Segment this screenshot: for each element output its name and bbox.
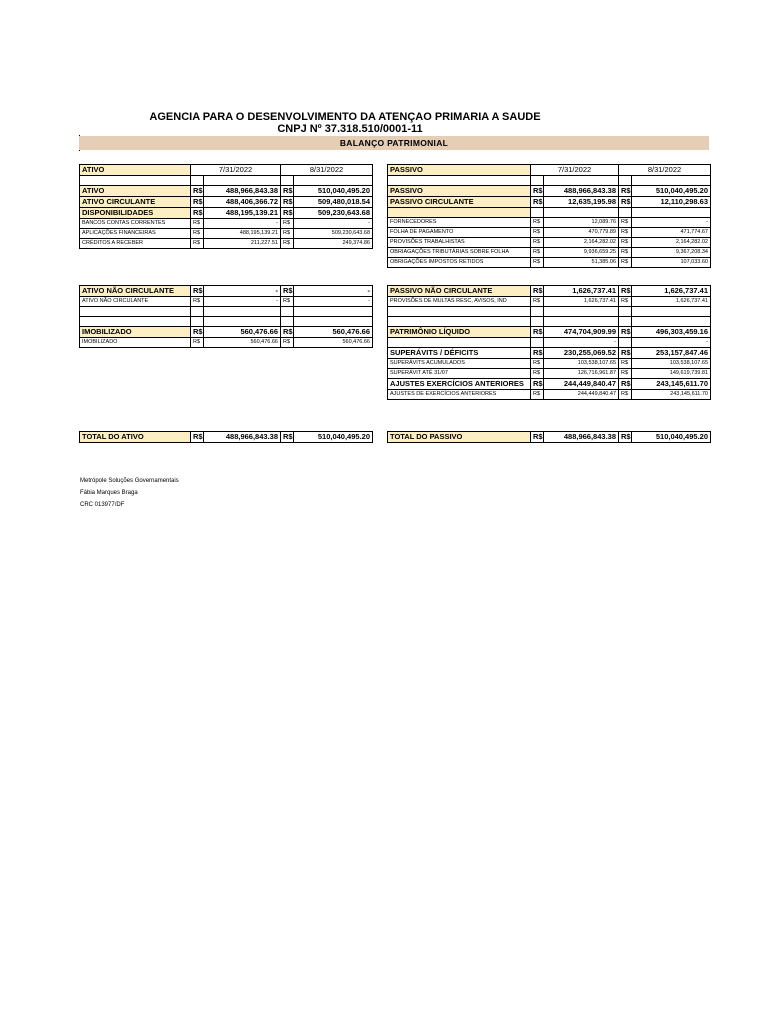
currency: R$ (281, 186, 294, 197)
detail-v2: 149,619,739.81 (632, 369, 711, 379)
table-row (388, 338, 711, 348)
ativo-circulante-v2: 509,480,018.54 (294, 197, 373, 208)
detail-v2: 560,476.66 (294, 338, 373, 348)
currency: R$ (191, 239, 204, 249)
detail-v1: 12,089.76 (544, 218, 619, 228)
currency: R$ (281, 286, 294, 297)
currency: R$ (619, 348, 632, 359)
passivo-nao-circulante-v2: 1,626,737.41 (632, 286, 711, 297)
table-row (388, 317, 711, 327)
currency: R$ (619, 297, 632, 307)
detail-v1: 470,779.89 (544, 228, 619, 238)
detail-v1: 560,476.66 (204, 338, 281, 348)
table-row (388, 218, 711, 228)
ativo-nao-circulante-label: ATIVO NÃO CIRCULANTE (80, 286, 191, 297)
currency: R$ (531, 228, 544, 238)
currency: R$ (281, 239, 294, 249)
passivo-v1: 488,966,843.38 (544, 186, 619, 197)
table-row (80, 317, 373, 327)
currency: R$ (619, 327, 632, 338)
currency: R$ (531, 248, 544, 258)
patrimonio-liquido-row (388, 327, 711, 338)
currency: R$ (619, 369, 632, 379)
detail-v2: 249,374.86 (294, 239, 373, 249)
passivo-circulante-row (388, 197, 711, 208)
currency: R$ (191, 286, 204, 297)
currency: R$ (531, 197, 544, 208)
currency: R$ (619, 186, 632, 197)
detail-label: SUPERÁVIT ATÉ 31/07 (388, 369, 531, 379)
total-ativo-table (79, 431, 373, 443)
footer-crc: CRC 013977/DF (80, 502, 125, 508)
superavits-row (388, 348, 711, 359)
ativo-v1: 488,966,843.38 (204, 186, 281, 197)
total-passivo-v1: 488,966,843.38 (544, 432, 619, 443)
patrimonio-liquido-v1: 474,704,909.99 (544, 327, 619, 338)
detail-v1: - (204, 297, 281, 307)
disponibilidades-v2: 509,230,643.68 (294, 208, 373, 219)
detail-label: SUPERÁVITS ACUMULADOS (388, 359, 531, 369)
superavits-label: SUPERÁVITS / DÉFICITS (388, 348, 531, 359)
table-row (388, 390, 711, 400)
total-ativo-label: TOTAL DO ATIVO (80, 432, 191, 443)
cnpj-title: CNPJ Nº 37.318.510/0001-11 (277, 123, 423, 135)
detail-v2: 243,145,611.70 (632, 390, 711, 400)
currency: R$ (531, 186, 544, 197)
passivo-label: PASSIVO (388, 186, 531, 197)
ativo-circulante-row (80, 197, 373, 208)
passivo-nao-circulante-table (387, 285, 711, 400)
ajustes-v2: 243,145,611.70 (632, 379, 711, 390)
ativo-circulante-label: ATIVO CIRCULANTE (80, 197, 191, 208)
currency: R$ (281, 219, 294, 229)
table-row (80, 297, 373, 307)
ativo-nao-circulante-v2: - (294, 286, 373, 297)
currency: R$ (531, 218, 544, 228)
table-row (388, 248, 711, 258)
currency: R$ (619, 248, 632, 258)
detail-v2: 509,230,643.68 (294, 229, 373, 239)
passivo-header-date1: 7/31/2022 (531, 165, 619, 176)
detail-v2: 471,774.67 (632, 228, 711, 238)
ativo-nao-circulante-row (80, 286, 373, 297)
detail-v2: 9,367,208.34 (632, 248, 711, 258)
currency: R$ (531, 369, 544, 379)
balance-sheet-banner: BALANÇO PATRIMONIAL (79, 136, 709, 150)
passivo-circulante-label: PASSIVO CIRCULANTE (388, 197, 531, 208)
currency: R$ (531, 359, 544, 369)
superavits-v2: 253,157,847.46 (632, 348, 711, 359)
currency: R$ (531, 432, 544, 443)
currency: R$ (191, 338, 204, 348)
dash-v1: - (544, 338, 619, 348)
currency: R$ (619, 197, 632, 208)
detail-v1: 9,936,659.25 (544, 248, 619, 258)
currency: R$ (619, 390, 632, 400)
ativo-label: ATIVO (80, 186, 191, 197)
currency: R$ (619, 238, 632, 248)
ajustes-v1: 244,449,840.47 (544, 379, 619, 390)
currency: R$ (619, 218, 632, 228)
currency: R$ (281, 297, 294, 307)
disponibilidades-row (80, 208, 373, 219)
currency: R$ (191, 208, 204, 219)
passivo-nao-circulante-row (388, 286, 711, 297)
table-row (80, 176, 373, 186)
imobilizado-v2: 560,476.66 (294, 327, 373, 338)
currency: R$ (619, 432, 632, 443)
detail-v2: 103,538,107.65 (632, 359, 711, 369)
total-ativo-row (80, 432, 373, 443)
currency: R$ (619, 359, 632, 369)
currency: R$ (281, 229, 294, 239)
currency: R$ (531, 390, 544, 400)
imobilizado-v1: 560,476.66 (204, 327, 281, 338)
detail-v1: 103,538,107.65 (544, 359, 619, 369)
passivo-header-label: PASSIVO (388, 165, 531, 176)
detail-label: FORNECEDORES (388, 218, 531, 228)
detail-v1: 1,626,737.41 (544, 297, 619, 307)
superavits-v1: 230,255,069.52 (544, 348, 619, 359)
ativo-header-date2: 8/31/2022 (281, 165, 373, 176)
table-row (388, 176, 711, 186)
currency: R$ (531, 286, 544, 297)
table-row (388, 258, 711, 268)
dash-v2: - (632, 338, 711, 348)
detail-v1: 51,385.06 (544, 258, 619, 268)
detail-label: OBRIAGAÇÕES TRIBUTÁRIAS SOBRE FOLHA (388, 248, 531, 258)
ativo-header-date1: 7/31/2022 (191, 165, 281, 176)
ativo-nao-circulante-v1: - (204, 286, 281, 297)
patrimonio-liquido-v2: 496,303,459.16 (632, 327, 711, 338)
detail-v1: 126,716,961.87 (544, 369, 619, 379)
currency: R$ (281, 197, 294, 208)
patrimonio-liquido-label: PATRIMÔNIO LÍQUIDO (388, 327, 531, 338)
passivo-nao-circulante-label: PASSIVO NÃO CIRCULANTE (388, 286, 531, 297)
detail-v2: - (294, 219, 373, 229)
currency: R$ (531, 327, 544, 338)
detail-v1: 211,227.51 (204, 239, 281, 249)
detail-label: AJUSTES DE EXERCÍCIOS ANTERIORES (388, 390, 531, 400)
ativo-table (79, 164, 373, 249)
passivo-header-row (388, 165, 711, 176)
table-row (388, 228, 711, 238)
total-ativo-v2: 510,040,495.20 (294, 432, 373, 443)
currency: R$ (619, 228, 632, 238)
total-passivo-table (387, 431, 711, 443)
passivo-circulante-v2: 12,110,298.63 (632, 197, 711, 208)
total-passivo-row (388, 432, 711, 443)
currency: R$ (531, 348, 544, 359)
ajustes-label: AJUSTES EXERCÍCIOS ANTERIORES (388, 379, 531, 390)
currency: R$ (191, 186, 204, 197)
table-row (80, 307, 373, 317)
passivo-nao-circulante-v1: 1,626,737.41 (544, 286, 619, 297)
currency: R$ (191, 229, 204, 239)
passivo-circulante-v1: 12,635,195.98 (544, 197, 619, 208)
ativo-header-row (80, 165, 373, 176)
currency: R$ (531, 379, 544, 390)
passivo-table (387, 164, 711, 268)
currency: R$ (619, 258, 632, 268)
detail-label: PROVISÕES DE MULTAS RESC, AVISOS, IND (388, 297, 531, 307)
detail-v1: 244,449,840.47 (544, 390, 619, 400)
footer-name: Fábia Marques Braga (80, 490, 138, 496)
currency: R$ (191, 197, 204, 208)
ativo-circulante-v1: 488,406,366.72 (204, 197, 281, 208)
ativo-header-label: ATIVO (80, 165, 191, 176)
table-row (80, 219, 373, 229)
detail-v2: - (632, 218, 711, 228)
currency: R$ (531, 238, 544, 248)
currency: R$ (281, 327, 294, 338)
currency: R$ (531, 258, 544, 268)
table-row (388, 297, 711, 307)
org-title: AGENCIA PARA O DESENVOLVIMENTO DA ATENÇAO PRIMARIA A SAUDE (149, 111, 541, 123)
detail-v1: - (204, 219, 281, 229)
ajustes-row (388, 379, 711, 390)
detail-v2: 2,164,282.02 (632, 238, 711, 248)
currency: R$ (191, 297, 204, 307)
detail-label: OBRIGAÇÕES IMPOSTOS RETIDOS (388, 258, 531, 268)
currency: R$ (191, 219, 204, 229)
currency: R$ (531, 297, 544, 307)
detail-v1: 488,195,139.21 (204, 229, 281, 239)
detail-label: APLICAÇÕES FINANCEIRAS (80, 229, 191, 239)
ativo-v2: 510,040,495.20 (294, 186, 373, 197)
table-row (80, 239, 373, 249)
disponibilidades-label: DISPONIBILIDADES (80, 208, 191, 219)
currency: R$ (619, 286, 632, 297)
table-row (388, 359, 711, 369)
detail-label: ATIVO NÃO CIRCULANTE (80, 297, 191, 307)
detail-label: CRÉDITOS A RECEBER (80, 239, 191, 249)
currency: R$ (191, 432, 204, 443)
detail-label: IMOBILIZADO (80, 338, 191, 348)
disponibilidades-v1: 488,195,139.21 (204, 208, 281, 219)
detail-v2: - (294, 297, 373, 307)
table-row (388, 369, 711, 379)
passivo-v2: 510,040,495.20 (632, 186, 711, 197)
total-passivo-v2: 510,040,495.20 (632, 432, 711, 443)
detail-v2: 107,033.60 (632, 258, 711, 268)
currency: R$ (281, 338, 294, 348)
table-row (80, 229, 373, 239)
ativo-nao-circulante-table (79, 285, 373, 348)
currency: R$ (281, 208, 294, 219)
detail-label: PROVISÕES TRABALHISTAS (388, 238, 531, 248)
total-passivo-label: TOTAL DO PASSIVO (388, 432, 531, 443)
detail-v1: 2,164,282.02 (544, 238, 619, 248)
table-row (388, 307, 711, 317)
currency: R$ (619, 379, 632, 390)
table-row (80, 338, 373, 348)
currency: R$ (191, 327, 204, 338)
detail-label: BANCOS CONTAS CORRENTES (80, 219, 191, 229)
imobilizado-row (80, 327, 373, 338)
imobilizado-label: IMOBILIZADO (80, 327, 191, 338)
table-row (388, 238, 711, 248)
total-ativo-v1: 488,966,843.38 (204, 432, 281, 443)
detail-label: FOLHA DE PAGAMENTO (388, 228, 531, 238)
detail-v2: 1,626,737.41 (632, 297, 711, 307)
table-row (388, 208, 711, 218)
footer-company: Metrópole Soluções Governamentais (80, 478, 179, 484)
passivo-header-date2: 8/31/2022 (619, 165, 711, 176)
currency: R$ (281, 432, 294, 443)
passivo-total-top-row (388, 186, 711, 197)
ativo-total-top-row (80, 186, 373, 197)
